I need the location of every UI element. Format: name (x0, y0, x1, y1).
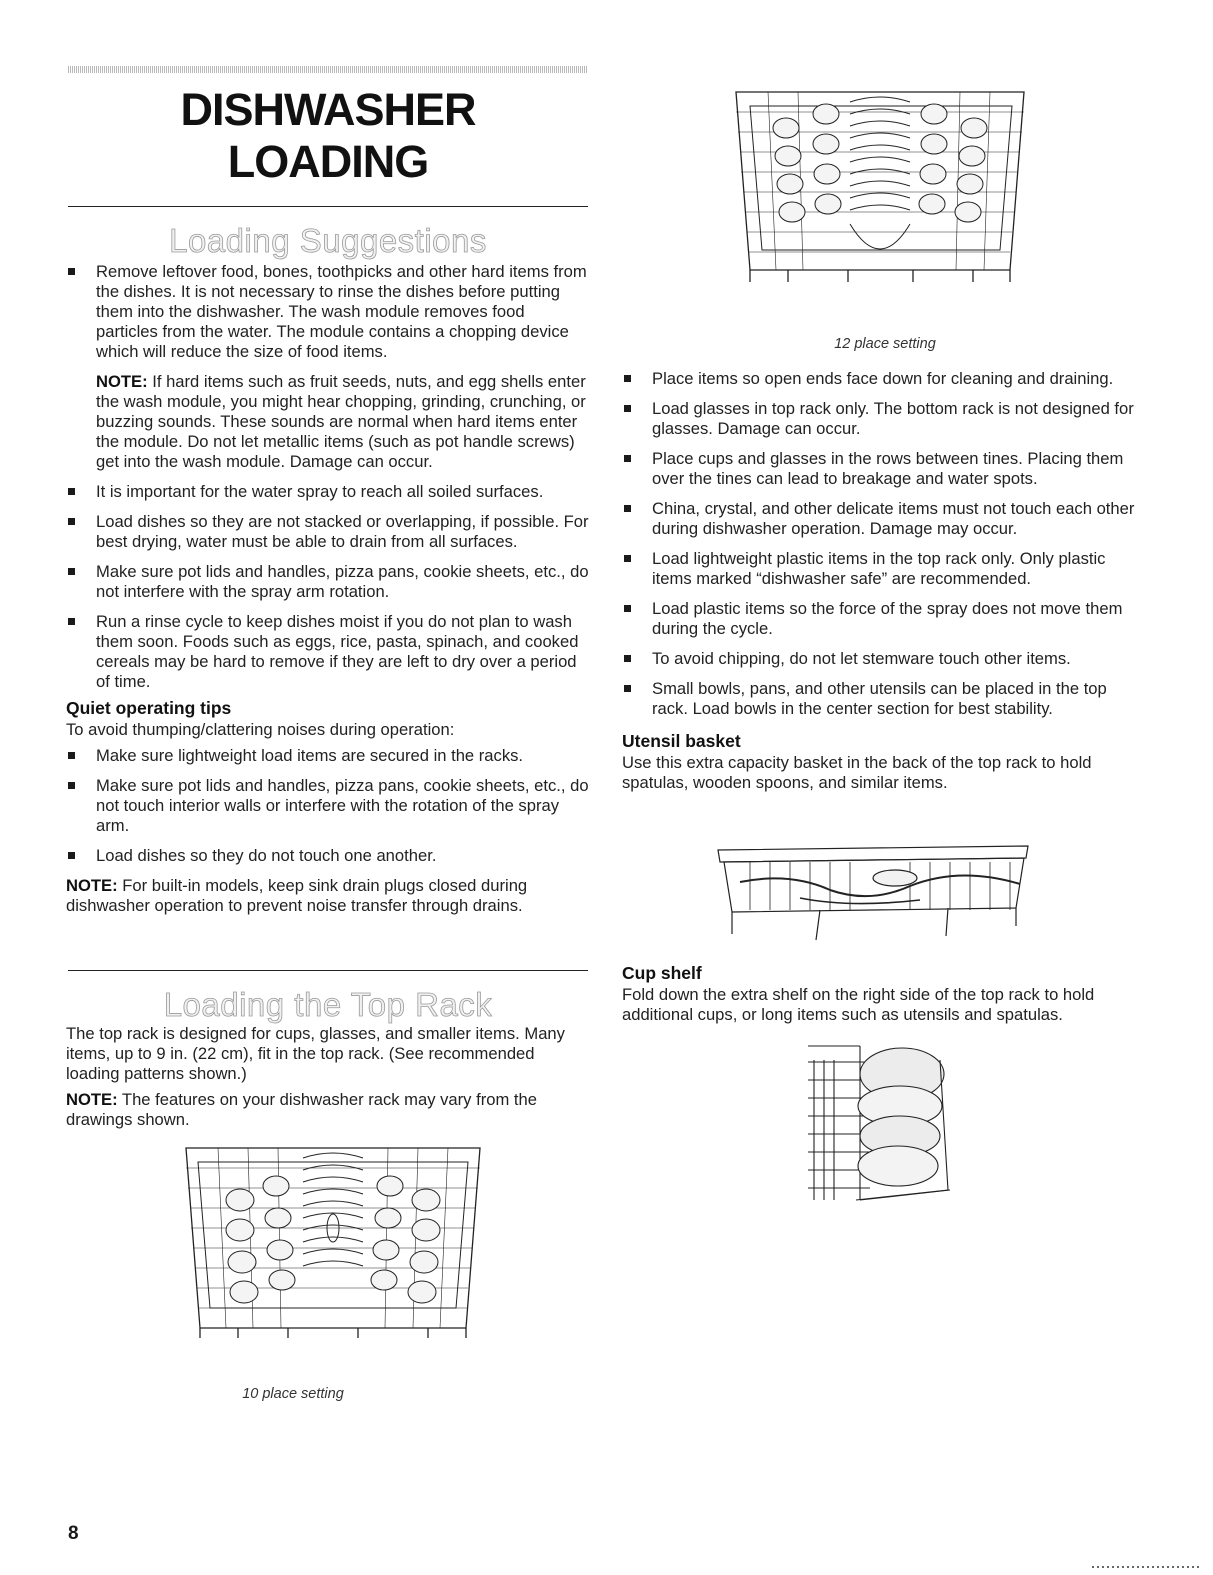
list-item: Run a rinse cycle to keep dishes moist if you do not plan to wash them soon. Foods such as eggs, rice, pasta, spinach, and cooked cereals may be hard to remove if they are left to dry over a period of time. (66, 612, 590, 692)
cup-shelf-text-body: Fold down the extra shelf on the right side of the top rack to hold additional cups, or long items such as utensils and spatulas. (622, 985, 1095, 1024)
note-text: The features on your dishwasher rack may vary from the drawings shown. (66, 1090, 537, 1129)
list-item: Remove leftover food, bones, toothpicks and other hard items from the dishes. It is not necessary to rinse the dishes before putting them into the dishwasher. The wash module removes food particles from the water. The module contains a chopping device which will reduce the size of food items. (66, 262, 590, 362)
quiet-tips-note (66, 876, 590, 916)
loading-suggestions-heading: Loading Suggestions (169, 222, 487, 259)
cup-shelf-illustration (800, 1040, 960, 1210)
list-item: Load dishes so they do not touch one another. (66, 846, 590, 866)
rack-illustration-12-place (728, 84, 1033, 289)
top-rack-text (66, 1024, 590, 1136)
top-rack-note (66, 1090, 590, 1130)
list-item: Make sure pot lids and handles, pizza pans, cookie sheets, etc., do not touch interior walls or interfere with the rotation of the spray arm. (66, 776, 590, 836)
note-paragraph (66, 372, 590, 472)
caption-12-place: 12 place setting (834, 336, 936, 352)
page-title-line1: DISHWASHER (180, 84, 476, 135)
list-item: Make sure lightweight load items are secured in the racks. (66, 746, 590, 766)
utensil-basket-text: Use this extra capacity basket in the back of the top rack to hold spatulas, wooden spoons, and similar items. (622, 753, 1092, 792)
caption-10-place: 10 place setting (242, 1386, 344, 1402)
decorative-header-bar (68, 66, 588, 73)
section-divider (68, 970, 588, 971)
cup-shelf-text (622, 963, 1146, 1031)
utensil-basket-illustration (710, 842, 1040, 947)
page-title (68, 84, 588, 188)
top-rack-intro: The top rack is designed for cups, glasses, and smaller items. Many items, up to 9 in. (22 cm), fit in the top rack. (See recommended loading patterns shown.) (66, 1024, 565, 1083)
cup-shelf-heading: Cup shelf (622, 963, 702, 983)
quiet-tips-intro: To avoid thumping/clattering noises during operation: (66, 720, 455, 739)
top-rack-heading: Loading the Top Rack (163, 986, 493, 1023)
list-item: Small bowls, pans, and other utensils can be placed in the top rack. Load bowls in the center section for best stability. (622, 679, 1146, 719)
list-item: Make sure pot lids and handles, pizza pans, cookie sheets, etc., do not interfere with the spray arm rotation. (66, 562, 590, 602)
note-text: For built-in models, keep sink drain plugs closed during dishwasher operation to prevent noise transfer through drains. (66, 876, 528, 915)
quiet-tips-heading: Quiet operating tips (66, 698, 232, 718)
list-item: Load dishes so they are not stacked or overlapping, if possible. For best drying, water must be able to drain from all surfaces. (66, 512, 590, 552)
note-label: NOTE: (66, 876, 118, 895)
note-text: If hard items such as fruit seeds, nuts, and egg shells enter the wash module, you might hear chopping, grinding, crunching, or buzzing sounds. These sounds are normal when hard items enter the module. Do not let metallic items (such as pot handle screws) get into the wash module. Damage can occur. (96, 372, 586, 471)
right-column-text (622, 369, 1146, 799)
list-item: To avoid chipping, do not let stemware touch other items. (622, 649, 1146, 669)
left-column-text (66, 262, 590, 922)
list-item: It is important for the water spray to reach all soiled surfaces. (66, 482, 590, 502)
list-item: Load glasses in top rack only. The bottom rack is not designed for glasses. Damage can occur. (622, 399, 1146, 439)
list-item: China, crystal, and other delicate items must not touch each other during dishwasher operation. Damage may occur. (622, 499, 1146, 539)
page-number: 8 (68, 1523, 79, 1544)
page-title-line2: LOADING (227, 136, 429, 187)
utensil-basket-heading: Utensil basket (622, 731, 741, 751)
decorative-footer-dots (1092, 1566, 1202, 1568)
rack-illustration-10-place (178, 1138, 488, 1348)
list-item: Load lightweight plastic items in the top rack only. Only plastic items marked “dishwasher safe” are recommended. (622, 549, 1146, 589)
note-label: NOTE: (66, 1090, 118, 1109)
section-divider (68, 206, 588, 207)
list-item: Load plastic items so the force of the spray does not move them during the cycle. (622, 599, 1146, 639)
list-item: Place items so open ends face down for cleaning and draining. (622, 369, 1146, 389)
note-label: NOTE: (96, 372, 148, 391)
list-item: Place cups and glasses in the rows between tines. Placing them over the tines can lead to breakage and water spots. (622, 449, 1146, 489)
